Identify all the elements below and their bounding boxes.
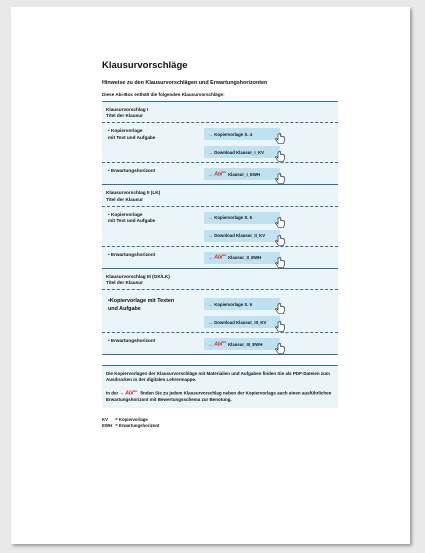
info-box — [102, 365, 338, 408]
horizon-buttons — [204, 252, 280, 264]
arrow-icon: → — [208, 171, 213, 177]
pointer-hand-icon — [275, 235, 285, 247]
arrow-icon: → — [208, 341, 213, 347]
download-button[interactable] — [204, 146, 280, 158]
copy-template-button[interactable] — [204, 212, 280, 224]
copy-label: • Kopiervorlage mit Text und Aufgabe — [108, 128, 156, 140]
horizon-label: • Erwartungshorizont — [108, 251, 156, 257]
abibox-logo: Abi$^{box}$ — [214, 254, 227, 262]
abibox-logo: Abi$^{box}$ — [214, 171, 227, 178]
arrow-icon: → — [208, 131, 213, 137]
copy-template-button[interactable] — [204, 298, 280, 310]
exam-section-title: Klausurvorschlag III (GK/LK) — [106, 273, 170, 279]
exam-section-1 — [102, 102, 338, 185]
exam-section-subtitle: Titel der Klausur — [106, 196, 143, 202]
arrow-icon: → — [208, 301, 213, 307]
pointer-hand-icon — [275, 303, 285, 315]
expectation-horizon-button[interactable] — [204, 168, 280, 180]
horizon-row — [102, 247, 338, 268]
exam-section-heading — [102, 185, 338, 206]
page-title: Klausurvorschläge — [102, 60, 188, 71]
horizon-label: • Erwartungshorizont — [108, 338, 156, 344]
info-paragraph: In der → Abi$^{box}$ finden Sie zu jedem Klausurvorschlag neben der Kopiervorlage auch einen ausführlichen Erwartungshorizont mit Bewertungsschema zur Benotung. — [106, 389, 332, 402]
intro-text: Diese Abi-Box enthält die folgenden Klausurvorschläge: — [102, 92, 225, 97]
copy-row — [102, 290, 338, 333]
download-button[interactable] — [204, 230, 280, 242]
pointer-hand-icon — [275, 133, 285, 145]
button-label: Kopiervorlage S. 5 — [214, 215, 253, 221]
exam-section-title: Klausurvorschlag II (LK) — [106, 190, 161, 196]
pointer-hand-icon — [275, 173, 285, 185]
expectation-horizon-button[interactable] — [204, 252, 280, 264]
exam-section-heading — [102, 269, 338, 290]
copy-buttons — [204, 128, 280, 158]
arrow-icon: → — [208, 319, 213, 325]
abibox-logo: Abi$^{box}$ — [214, 340, 227, 348]
button-label: Kopiervorlage S. 4 — [214, 131, 253, 137]
pointer-hand-icon — [275, 151, 285, 163]
exam-section-3 — [102, 269, 338, 355]
arrow-icon: → — [208, 215, 213, 221]
exam-section-heading — [102, 102, 338, 123]
exam-list-box — [102, 101, 338, 355]
pointer-hand-icon — [275, 217, 285, 229]
exam-section-subtitle: Titel der Klausur — [106, 280, 143, 286]
pointer-hand-icon — [275, 343, 285, 355]
button-label: Klausur_III_EWH — [228, 341, 263, 347]
button-label: Kopiervorlage S. 6 — [214, 301, 253, 307]
horizon-label: • Erwartungshorizont — [108, 168, 156, 174]
arrow-icon: → — [208, 149, 213, 155]
page-subtitle: Hinweise zu den Klausurvorschlägen und Erwartungshorizonten — [102, 80, 268, 86]
abbreviation-legend — [102, 417, 338, 429]
button-label: Download Klausur_III_KV — [214, 319, 267, 325]
button-label: Klausur_II_EWH — [228, 255, 262, 261]
copy-buttons — [204, 212, 280, 242]
download-button[interactable] — [204, 316, 280, 328]
horizon-buttons — [204, 168, 280, 180]
button-label: Download Klausur_I_KV — [214, 149, 264, 155]
exam-section-title: Klausurvorschlag I — [106, 107, 149, 112]
content — [102, 60, 338, 429]
horizon-row — [102, 163, 338, 184]
button-label: Download Klausur_II_KV — [214, 233, 266, 239]
abibox-logo: Abi$^{box}$ — [125, 389, 138, 397]
copy-buttons — [204, 298, 280, 328]
copy-label: • Kopiervorlage mit Text und Aufgabe — [108, 211, 156, 224]
arrow-icon: → — [208, 255, 213, 261]
legend-item: EWH = Erwartungshorizont — [102, 422, 160, 428]
copy-label: •Kopiervorlage mit Texten und Aufgabe — [108, 298, 175, 312]
exam-section-subtitle: Titel der Klausur — [106, 113, 143, 119]
legend-item: KV = Kopiervorlage — [102, 416, 148, 422]
expectation-horizon-button[interactable] — [204, 338, 280, 350]
arrow-icon: → — [208, 233, 213, 239]
document-page — [11, 7, 410, 544]
pointer-hand-icon — [275, 257, 285, 269]
copy-template-button[interactable] — [204, 128, 280, 140]
horizon-buttons — [204, 338, 280, 350]
pointer-hand-icon — [275, 321, 285, 333]
exam-section-2 — [102, 185, 338, 268]
info-paragraph: Die Kopiervorlagen der Klausurvorschläge mit Materialien und Aufgaben finden Sie als PDF-Dateien zum Ausdrucken in der digitalen Lehrermappe. — [106, 371, 330, 383]
button-label: Klausur_I_EWH — [228, 171, 261, 177]
copy-row — [102, 207, 338, 247]
horizon-row — [102, 333, 338, 354]
copy-row — [102, 123, 338, 163]
